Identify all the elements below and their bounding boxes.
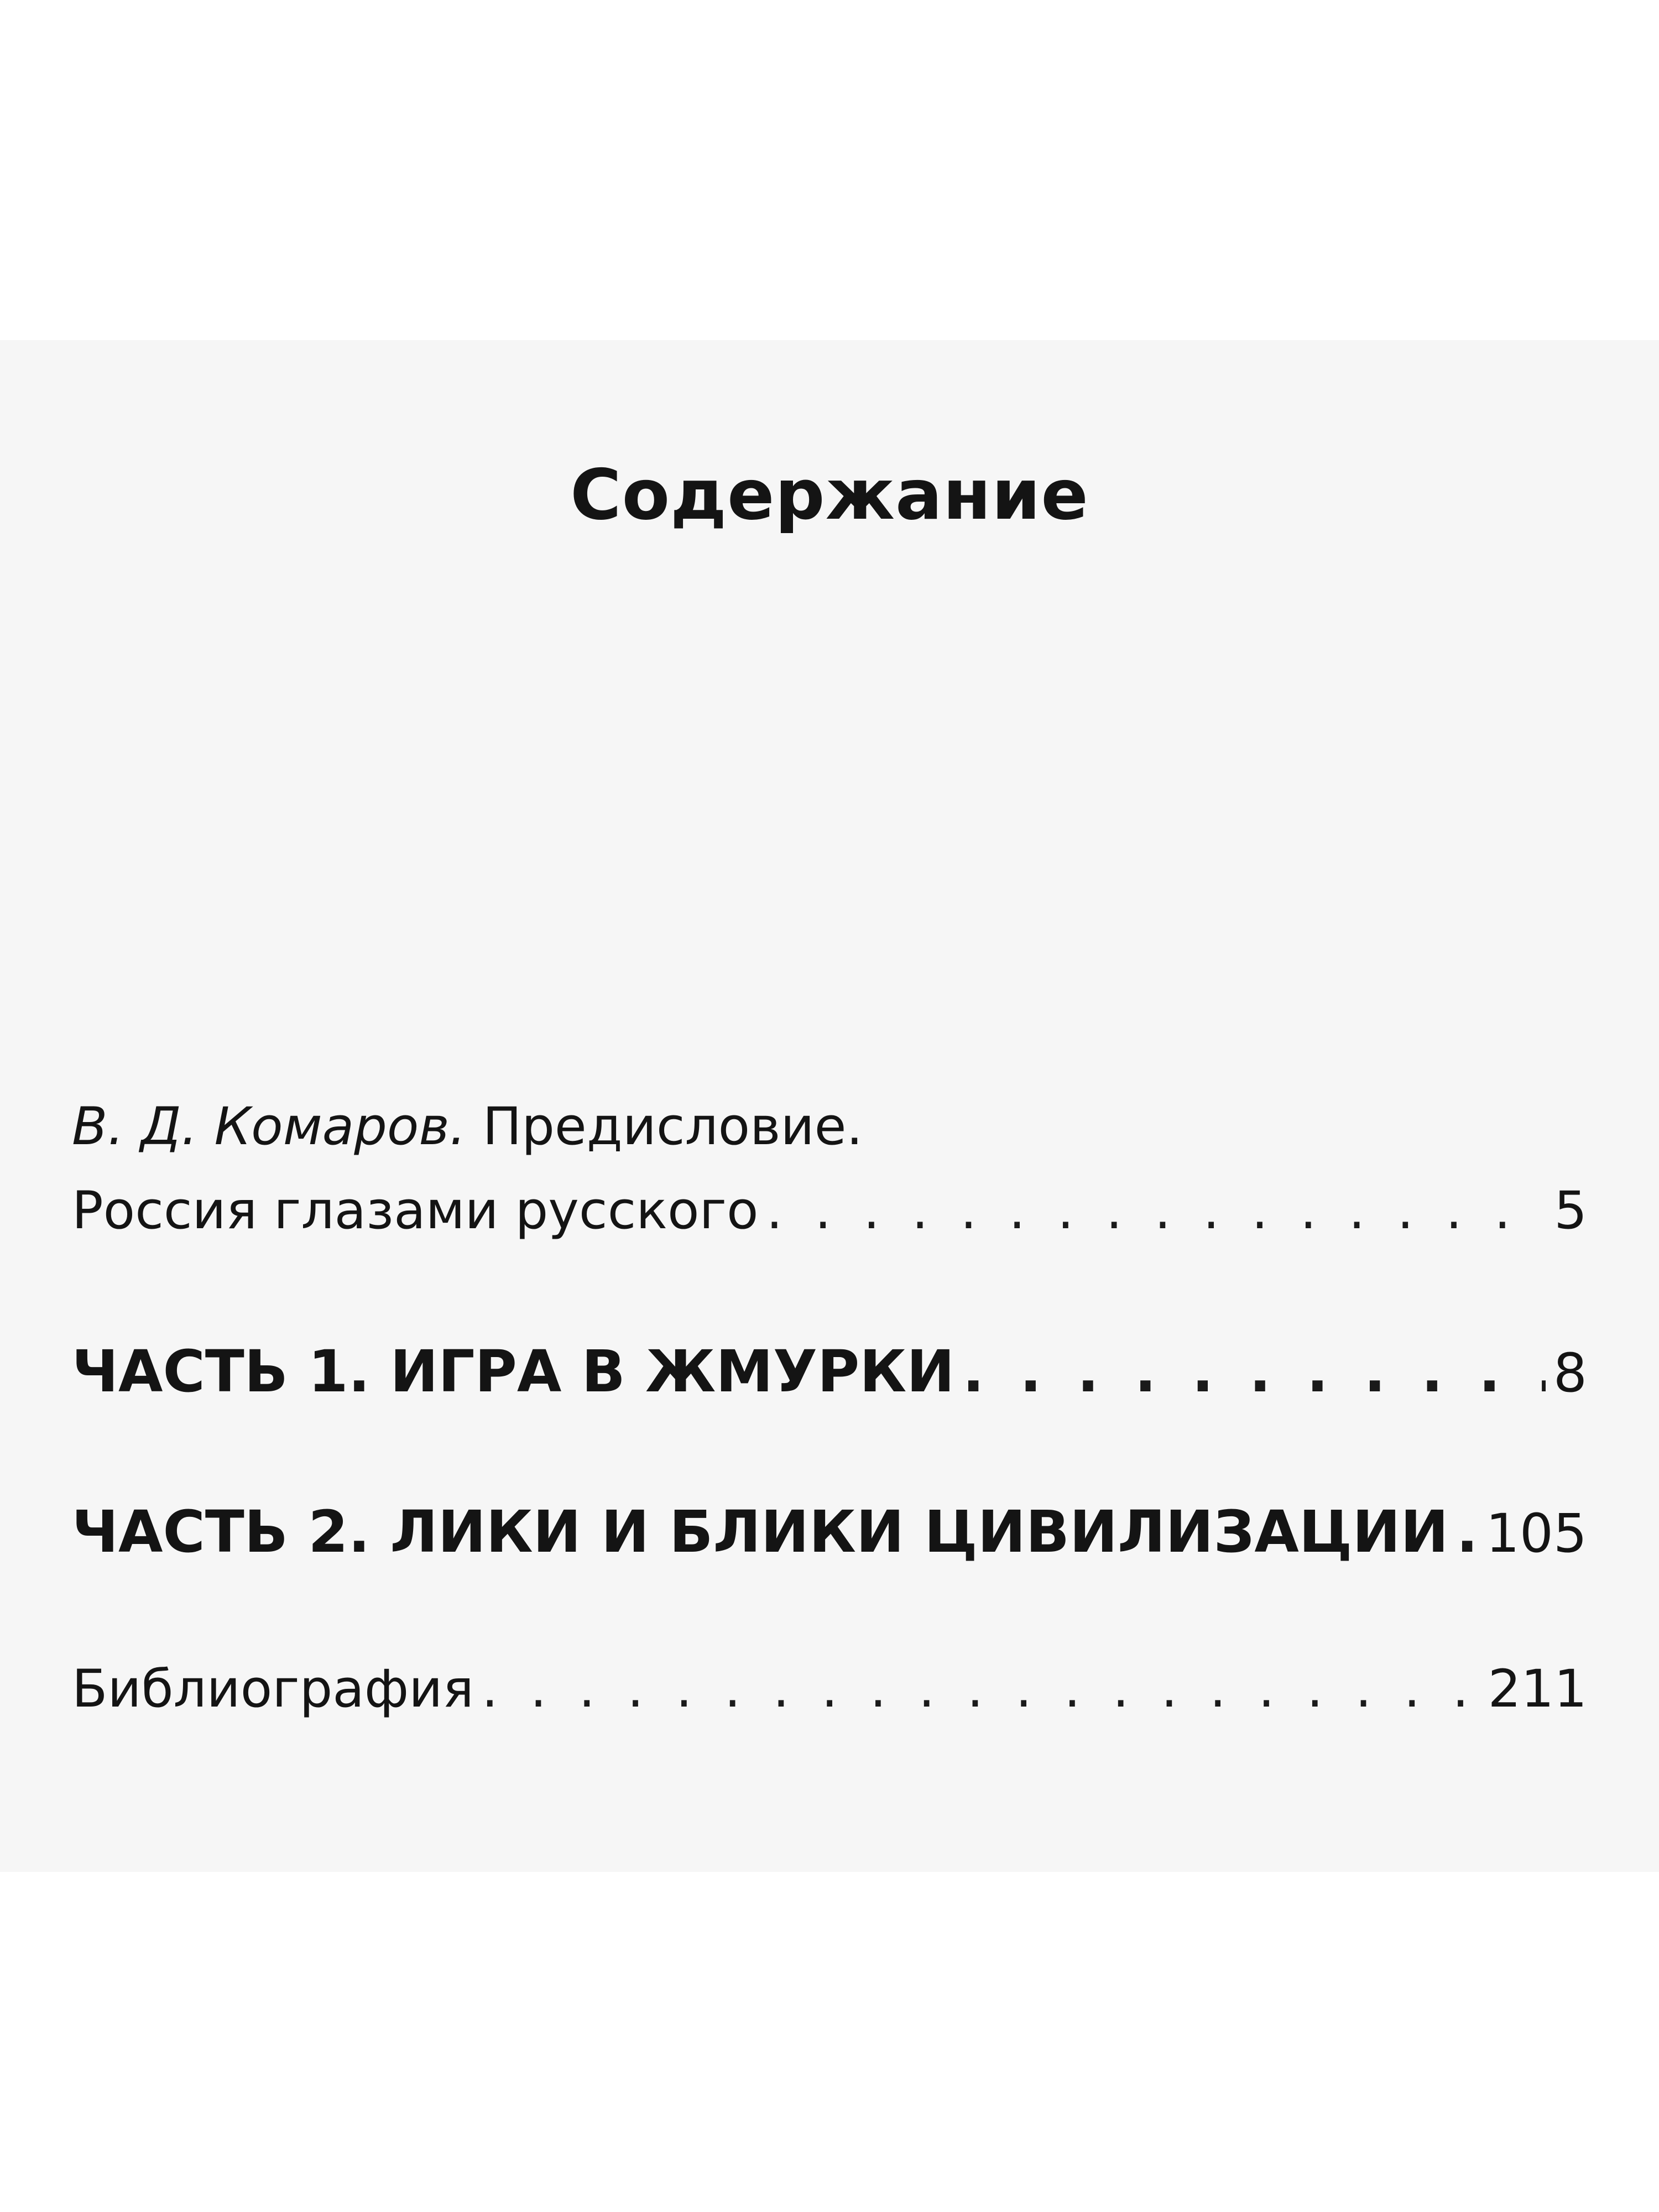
page-title: Содержание xyxy=(570,454,1089,535)
toc-entry-label: ЧАСТЬ 1. ИГРА В ЖМУРКИ xyxy=(72,1338,955,1405)
preface-heading: Предисловие. xyxy=(482,1097,863,1157)
toc-page-number: 8 xyxy=(1553,1342,1587,1404)
preface-author-line xyxy=(72,1094,863,1160)
dot-leader xyxy=(766,1178,1546,1244)
toc-entry-part-1 xyxy=(72,1335,1587,1409)
book-page xyxy=(0,340,1659,1872)
toc-page-number: 211 xyxy=(1488,1659,1587,1719)
dot-leader xyxy=(962,1335,1546,1407)
toc-entry-bibliography xyxy=(72,1656,1587,1723)
toc-entry-label: Библиография xyxy=(72,1659,474,1719)
toc-entry-part-2 xyxy=(72,1496,1587,1569)
toc-page-number: 105 xyxy=(1485,1503,1587,1564)
toc-page-number: 5 xyxy=(1554,1181,1587,1241)
table-of-contents xyxy=(72,340,1587,1872)
dot-leader xyxy=(482,1656,1480,1723)
dot-leader xyxy=(1456,1496,1478,1568)
toc-entry-label: ЧАСТЬ 2. ЛИКИ И БЛИКИ ЦИВИЛИЗАЦИИ xyxy=(72,1498,1449,1566)
preface-author: В. Д. Комаров. xyxy=(72,1097,466,1157)
toc-entry-preface xyxy=(72,1178,1587,1244)
toc-entry-label: Россия глазами русского xyxy=(72,1181,759,1241)
